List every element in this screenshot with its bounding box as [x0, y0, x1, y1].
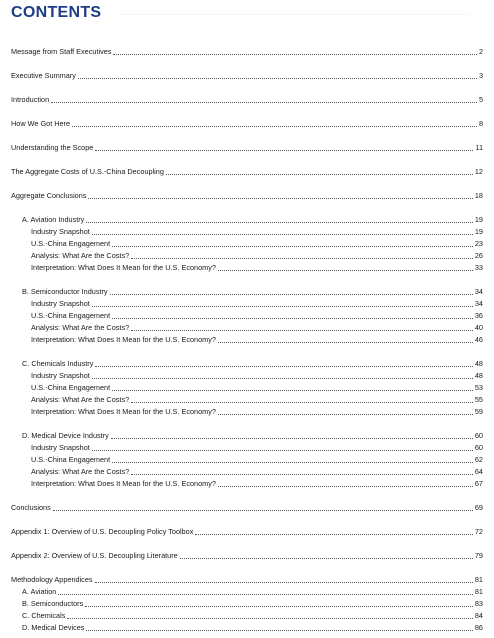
toc-entry-page-number: 40: [474, 323, 483, 332]
toc-entry[interactable]: [31, 454, 483, 465]
toc-entry[interactable]: [22, 586, 483, 597]
dot-leader: [111, 437, 473, 439]
toc-entry-page-number: 34: [474, 287, 483, 296]
toc-entry[interactable]: [22, 598, 483, 609]
toc-entry-label: Industry Snapshot: [31, 443, 90, 452]
toc-entry-page-number: 23: [474, 239, 483, 248]
toc-entry-page-number: 18: [474, 191, 483, 200]
toc-entry[interactable]: [31, 382, 483, 393]
toc-entry-label: The Aggregate Costs of U.S.-China Decoupling: [11, 167, 164, 176]
toc-entry-page-number: 8: [478, 119, 483, 128]
toc-entry-page-number: 67: [474, 479, 483, 488]
toc-entry-label: Interpretation: What Does It Mean for the U.S. Economy?: [31, 407, 216, 416]
toc-entry-label: D. Medical Device Industry: [22, 431, 109, 440]
page-title: CONTENTS: [11, 4, 102, 21]
toc-entry[interactable]: [31, 466, 483, 477]
toc-entry-label: U.S.-China Engagement: [31, 239, 111, 248]
toc-entry-label: Interpretation: What Does It Mean for the U.S. Economy?: [31, 263, 216, 272]
dot-leader: [112, 317, 473, 319]
toc-entry-page-number: 2: [478, 47, 483, 56]
dot-leader: [218, 269, 473, 271]
toc-entry-label: Analysis: What Are the Costs?: [31, 251, 130, 260]
toc-entry-page-number: 19: [474, 215, 483, 224]
toc-entry-label: B. Semiconductors: [22, 599, 84, 608]
toc-entry-page-number: 33: [474, 263, 483, 272]
dot-leader: [72, 125, 477, 127]
toc-entry[interactable]: [31, 298, 483, 309]
toc-entry-label: Appendix 1: Overview of U.S. Decoupling Policy Toolbox: [11, 527, 194, 536]
toc-entry-label: Message from Staff Executives: [11, 47, 112, 56]
toc-entry-label: A. Aviation: [22, 587, 57, 596]
dot-leader: [85, 605, 473, 607]
toc-entry-page-number: 26: [474, 251, 483, 260]
toc-entry[interactable]: [31, 262, 483, 273]
toc-entry[interactable]: [11, 574, 483, 585]
dot-leader: [78, 77, 477, 79]
toc-entry[interactable]: [11, 94, 483, 105]
dot-leader: [166, 173, 473, 175]
toc-entry[interactable]: [11, 46, 483, 57]
toc-entry-page-number: 60: [474, 431, 483, 440]
toc-entry-label: C. Chemicals Industry: [22, 359, 94, 368]
dot-leader: [113, 53, 476, 55]
toc-entry-label: Industry Snapshot: [31, 371, 90, 380]
toc-entry-page-number: 48: [474, 359, 483, 368]
toc-entry-page-number: 5: [478, 95, 483, 104]
toc-entry[interactable]: [22, 622, 483, 633]
dot-leader: [58, 593, 473, 595]
toc-entry[interactable]: [22, 610, 483, 621]
dot-leader: [218, 413, 473, 415]
dot-leader: [112, 389, 473, 391]
toc-entry-page-number: 83: [474, 599, 483, 608]
toc-entry-page-number: 46: [474, 335, 483, 344]
toc-entry[interactable]: [31, 442, 483, 453]
toc-entry-label: Aggregate Conclusions: [11, 191, 87, 200]
toc-entry[interactable]: [11, 550, 483, 561]
toc-entry-label: Understanding the Scope: [11, 143, 94, 152]
toc-entry-page-number: 34: [474, 299, 483, 308]
toc-entry-label: U.S.-China Engagement: [31, 311, 111, 320]
toc-entry[interactable]: [31, 226, 483, 237]
dot-leader: [67, 617, 472, 619]
toc-entry-page-number: 60: [474, 443, 483, 452]
toc-entry[interactable]: [22, 214, 483, 225]
toc-entry-label: B. Semiconductor Industry: [22, 287, 108, 296]
toc-entry-label: Executive Summary: [11, 71, 76, 80]
dot-leader: [86, 221, 473, 223]
dot-leader: [95, 149, 473, 151]
toc-entry[interactable]: [31, 238, 483, 249]
toc-entry[interactable]: [11, 190, 483, 201]
dot-leader: [92, 449, 473, 451]
toc-entry-page-number: 79: [474, 551, 483, 560]
toc-entry-page-number: 3: [478, 71, 483, 80]
toc-entry[interactable]: [22, 430, 483, 441]
toc-entry[interactable]: [11, 166, 483, 177]
toc-entry-page-number: 62: [474, 455, 483, 464]
toc-entry-label: Industry Snapshot: [31, 227, 90, 236]
toc-entry[interactable]: [31, 334, 483, 345]
dot-leader: [88, 197, 472, 199]
toc-entry-label: Interpretation: What Does It Mean for the U.S. Economy?: [31, 335, 216, 344]
toc-entry-page-number: 48: [474, 371, 483, 380]
dot-leader: [86, 629, 472, 631]
toc-entry-page-number: 81: [474, 587, 483, 596]
toc-entry-page-number: 59: [474, 407, 483, 416]
toc-entry-page-number: 11: [475, 143, 483, 152]
toc-entry-label: Conclusions: [11, 503, 51, 512]
toc-entry-label: Interpretation: What Does It Mean for the U.S. Economy?: [31, 479, 216, 488]
toc-entry[interactable]: [11, 118, 483, 129]
dot-leader: [110, 293, 473, 295]
toc-entry-page-number: 64: [474, 467, 483, 476]
toc-entry[interactable]: [11, 526, 483, 537]
toc-entry-page-number: 55: [474, 395, 483, 404]
dot-leader: [92, 233, 473, 235]
toc-entry[interactable]: [31, 370, 483, 381]
toc-entry-label: D. Medical Devices: [22, 623, 85, 632]
toc-entry[interactable]: [31, 250, 483, 261]
dot-leader: [180, 557, 473, 559]
title-divider: [120, 14, 470, 15]
toc-entry-label: A. Aviation Industry: [22, 215, 85, 224]
toc-entry[interactable]: [22, 358, 483, 369]
toc-entry-page-number: 72: [474, 527, 483, 536]
toc-entry-page-number: 84: [474, 611, 483, 620]
dot-leader: [95, 365, 473, 367]
toc-entry-label: Analysis: What Are the Costs?: [31, 467, 130, 476]
toc-entry-label: Methodology Appendices: [11, 575, 93, 584]
dot-leader: [218, 485, 473, 487]
dot-leader: [92, 377, 473, 379]
toc-entry-label: How We Got Here: [11, 119, 71, 128]
toc-entry[interactable]: [31, 322, 483, 333]
toc-entry-label: U.S.-China Engagement: [31, 383, 111, 392]
toc-entry-label: U.S.-China Engagement: [31, 455, 111, 464]
toc-entry[interactable]: [11, 502, 483, 513]
dot-leader: [218, 341, 473, 343]
toc-entry[interactable]: [11, 142, 483, 153]
toc-entry-page-number: 12: [474, 167, 483, 176]
dot-leader: [131, 401, 473, 403]
dot-leader: [131, 329, 473, 331]
toc-entry[interactable]: [22, 286, 483, 297]
dot-leader: [51, 101, 477, 103]
toc-entry-label: Industry Snapshot: [31, 299, 90, 308]
dot-leader: [95, 581, 473, 583]
toc-entry-label: Analysis: What Are the Costs?: [31, 323, 130, 332]
toc-entry[interactable]: [31, 406, 483, 417]
toc-entry[interactable]: [31, 478, 483, 489]
toc-entry-label: Introduction: [11, 95, 50, 104]
toc-entry-page-number: 86: [474, 623, 483, 632]
toc-entry[interactable]: [11, 70, 483, 81]
dot-leader: [195, 533, 472, 535]
dot-leader: [53, 509, 473, 511]
toc-entry-label: Appendix 2: Overview of U.S. Decoupling Literature: [11, 551, 178, 560]
dot-leader: [131, 257, 473, 259]
toc-entry-label: Analysis: What Are the Costs?: [31, 395, 130, 404]
toc-entry-page-number: 53: [474, 383, 483, 392]
dot-leader: [112, 245, 473, 247]
dot-leader: [92, 305, 473, 307]
dot-leader: [131, 473, 473, 475]
toc-entry[interactable]: [31, 310, 483, 321]
toc-entry-page-number: 69: [474, 503, 483, 512]
toc-entry-page-number: 81: [474, 575, 483, 584]
toc-entry-page-number: 36: [474, 311, 483, 320]
toc-entry[interactable]: [31, 394, 483, 405]
toc-entry-page-number: 19: [474, 227, 483, 236]
toc-entry-label: C. Chemicals: [22, 611, 66, 620]
dot-leader: [112, 461, 473, 463]
